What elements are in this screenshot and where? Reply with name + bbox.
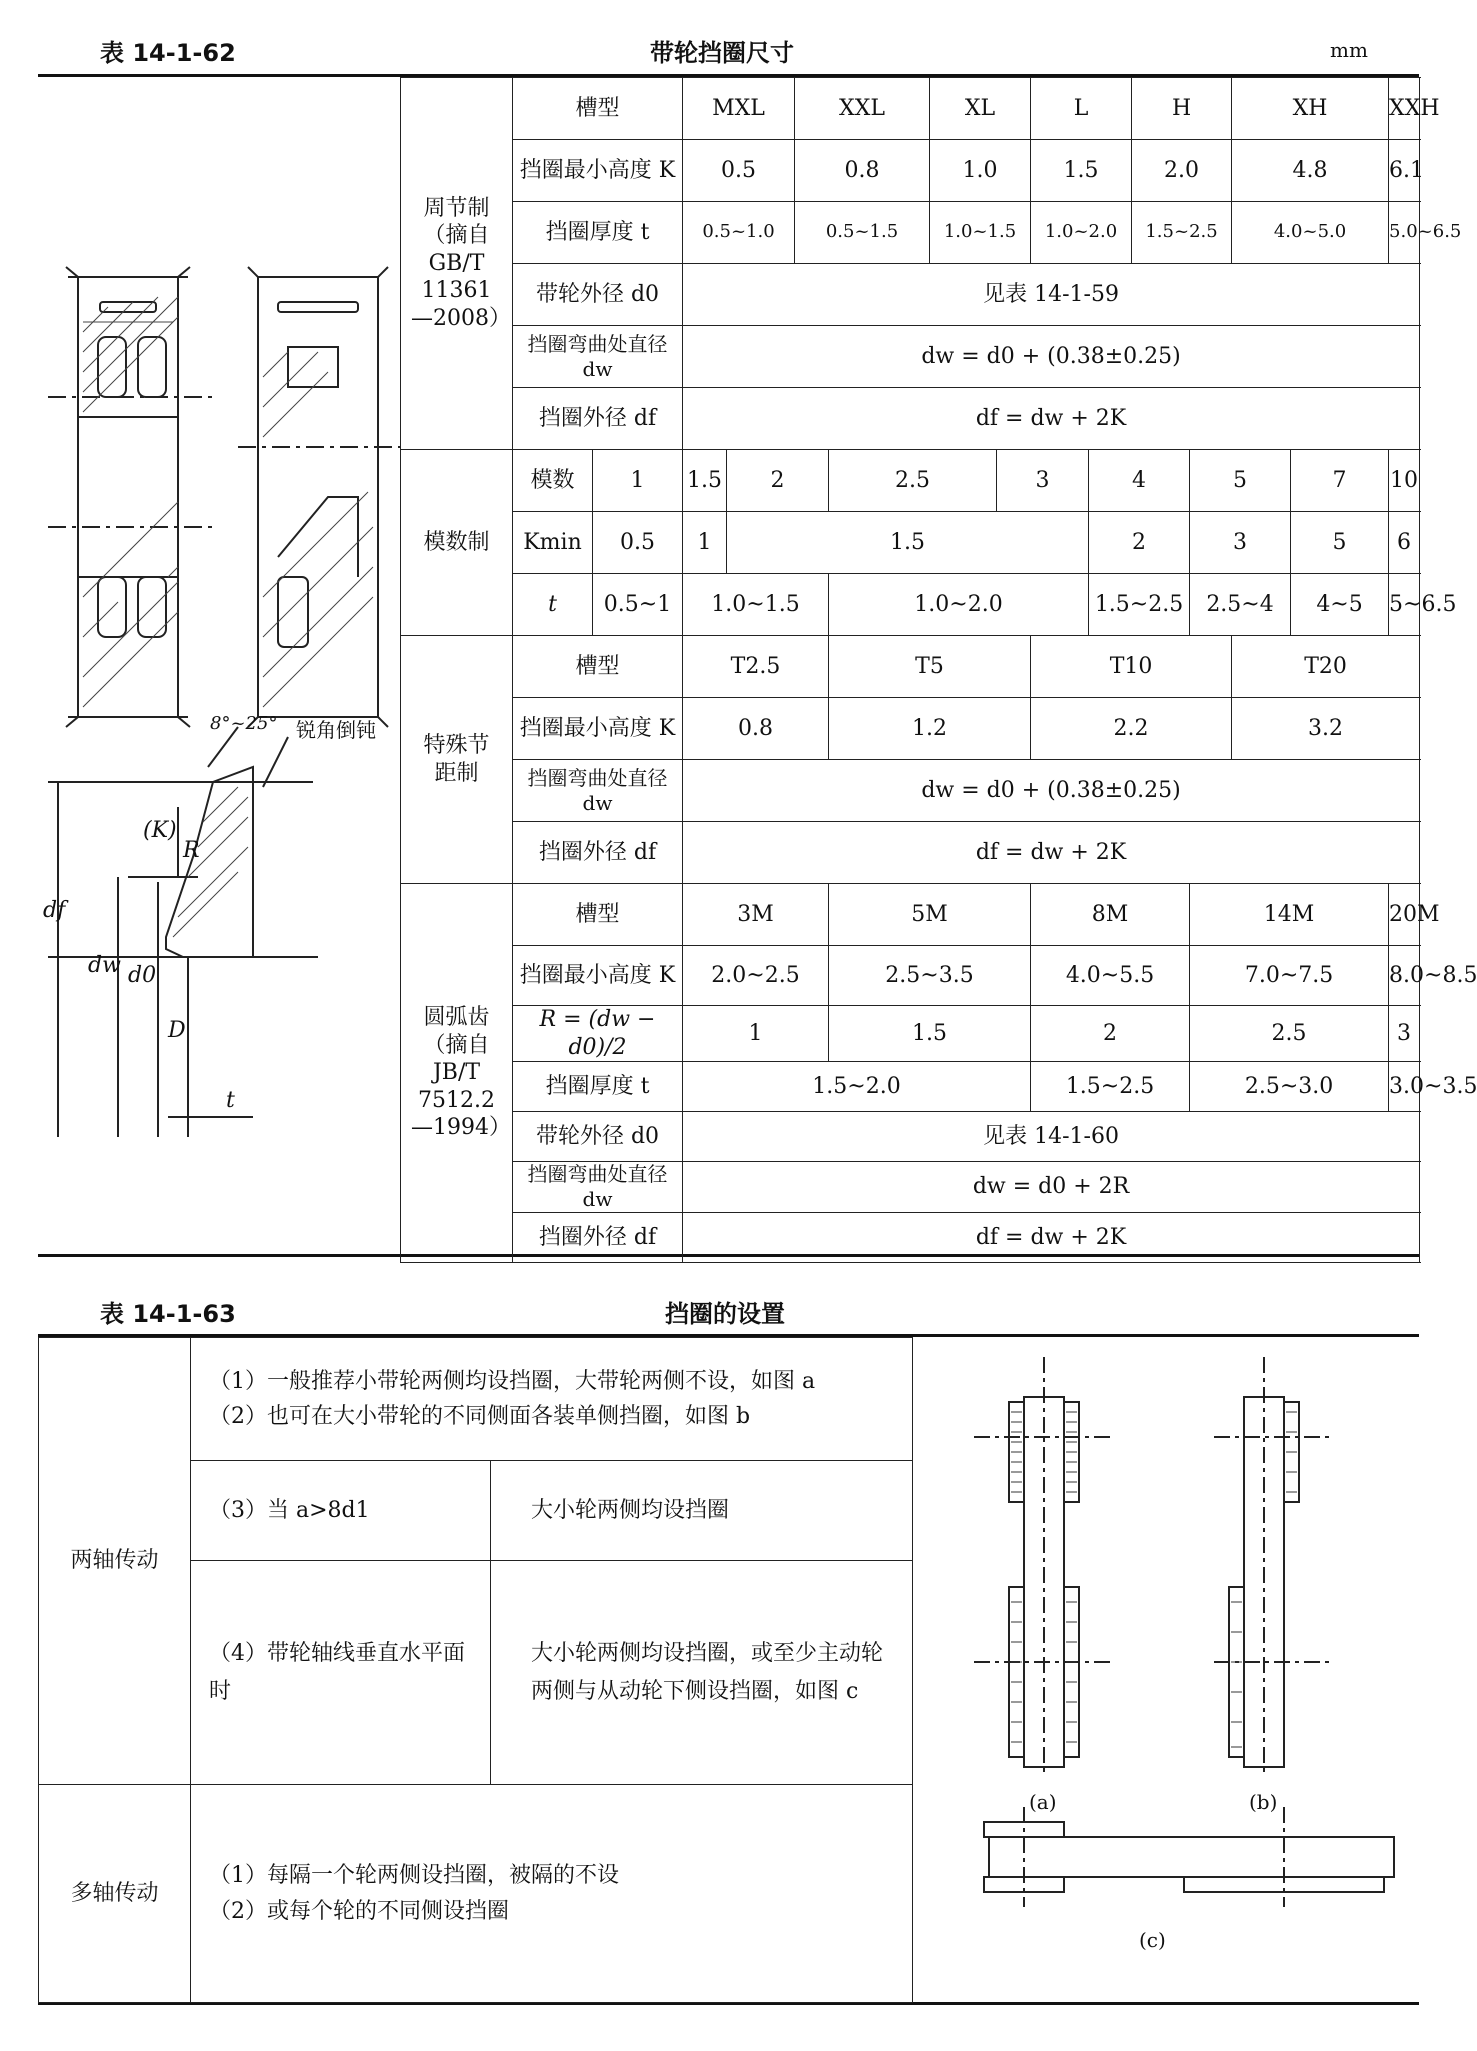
dimension-labels (43, 818, 235, 1113)
flange-setting-table (38, 1337, 913, 2003)
section-arc: 圆弧齿（摘自JB/T 7512.2—1994） (401, 884, 513, 1263)
two-axis-line2: （2）也可在大小带轮的不同侧面各装单侧挡圈，如图 b (209, 1404, 751, 1429)
section-pitch: 周节制（摘自GB/T 11361—2008） (401, 78, 513, 450)
svg-text:R: R (183, 838, 200, 863)
cond4: （4）带轮轴线垂直水平面时 (191, 1561, 491, 1785)
table1-title: 带轮挡圈尺寸 (650, 39, 794, 67)
angle-label: 8°~25° (210, 713, 278, 734)
svg-text:D: D (168, 1018, 186, 1043)
res4: 大小轮两侧均设挡圈，或至少主动轮两侧与从动轮下侧设挡圈，如图 c (491, 1561, 913, 1785)
res3: 大小轮两侧均设挡圈 (491, 1461, 913, 1561)
figure-area-border (912, 1337, 913, 2002)
belt-pulley-flange-table: 周节制（摘自GB/T 11361—2008） 槽型 MXL XXL XL L H XH XXH 挡圈最小高度 K 0.5 0.8 1.0 1.5 2.0 4.8 6.1 挡圈厚度 t 0.5~1.0 0.5~1.5 1.0~1.5 1.0~2.0 1.5~2.5 4.0~5.0 5.0~6.5 带轮外径 d0 见表 14-1-59 挡圈弯曲处直径 dw dw = d0 + (0.38±0.25) 挡圈外径 df df = dw + 2K 模数制 模数 1 1.5 2 2.5 3 4 5 7 10 Kmin 0.5 1 1.5 2 3 5 6 t 0.5~1 1.0~1.5 1.0~2.0 1.5~2.5 2.5~4 4~5 5~6.5 特殊节距制 槽型 T2.5 T5 T10 T20 挡圈最小高度 K 0.8 1.2 2.2 3.2 挡圈弯曲处直径 dw dw = d0 + (0.38±0.25) 挡圈外径 df df = dw + 2K 圆弧齿（摘自JB/T 7512.2—1994） 槽型 3M 5M 8M 14M 20M 挡圈最小高度 K 2.0~2.5 2.5~3.5 4.0~5.5 7.0~7.5 8.0~8.5 R = (dw − d0)/2 1 1.5 2 2.5 3 挡圈厚度 t 1.5~2.0 1.5~2.5 2.5~3.0 3.0~3.5 带轮外径 d0 见表 14-1-60 挡圈弯曲处直径 dw dw = d0 + 2R 挡圈外径 df df = dw + 2K (400, 77, 1420, 1263)
fig-a-label: (a) (1029, 1790, 1057, 1814)
svg-text:df: df (43, 898, 66, 923)
cond3: （3）当 a>8d1 (191, 1461, 491, 1561)
chamfer-note: 锐角倒钝 (296, 718, 376, 742)
two-axis-line1: （1）一般推荐小带轮两侧均设挡圈，大带轮两侧不设，如图 a (209, 1368, 816, 1394)
two-axis-label: 两轴传动 (39, 1338, 191, 1785)
multi-axis-line1: （1）每隔一个轮两侧设挡圈，被隔的不设 (209, 1863, 619, 1889)
section-special: 特殊节距制 (401, 636, 513, 884)
multi-axis-line2: （2）或每个轮的不同侧设挡圈 (209, 1898, 509, 1924)
fig-b-label: (b) (1249, 1790, 1278, 1814)
svg-text:(K): (K) (143, 818, 177, 843)
svg-text:t: t (226, 1088, 235, 1113)
fig-c-belt (989, 1837, 1394, 1877)
pulley-left-body (78, 277, 178, 717)
table1-number: 表 14-1-62 (100, 39, 236, 67)
section-module: 模数制 (401, 450, 513, 636)
fig-c-label: (c) (1139, 1928, 1166, 1952)
svg-text:dw: dw (88, 953, 121, 978)
pulley-drawing (38, 77, 400, 1254)
multi-axis-label: 多轴传动 (39, 1785, 191, 2003)
table2-number: 表 14-1-63 (100, 1300, 236, 1328)
table2-title: 挡圈的设置 (665, 1300, 785, 1328)
belt-arrangement-figures (914, 1337, 1419, 2002)
pulley-right-body (258, 277, 378, 717)
flange-outline (166, 767, 253, 957)
table1-unit: mm (1330, 38, 1368, 62)
svg-text:d0: d0 (128, 963, 157, 988)
